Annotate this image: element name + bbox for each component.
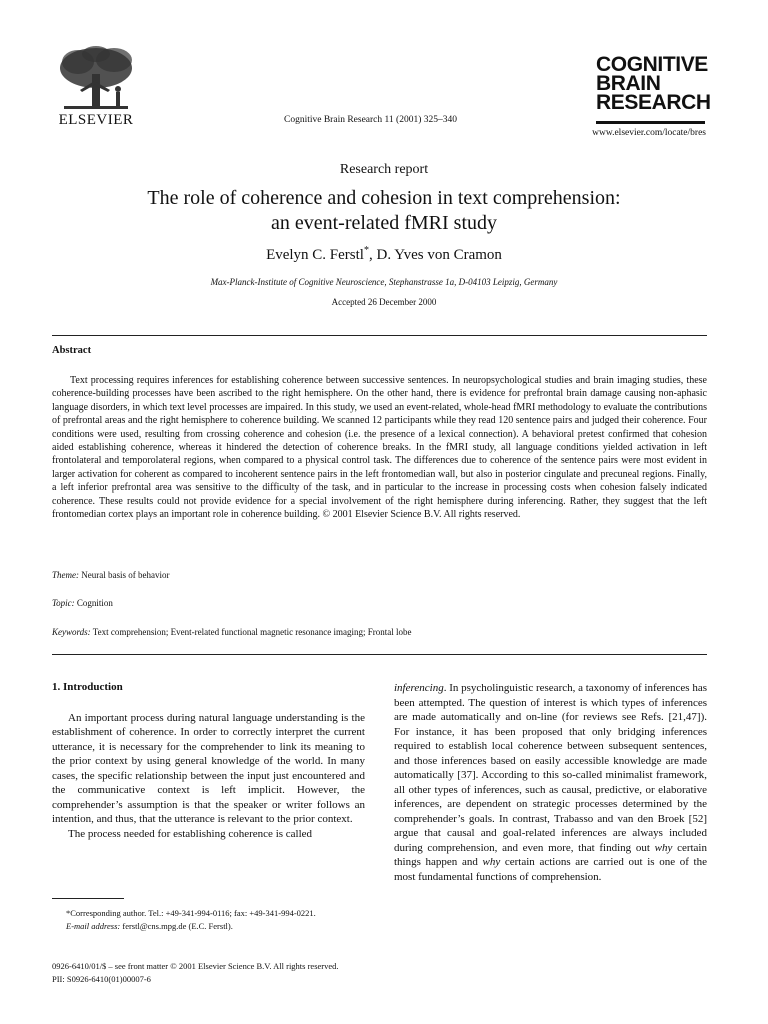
italic-term: why	[482, 856, 501, 868]
email-label: E-mail address:	[66, 921, 121, 931]
theme-line	[52, 570, 169, 580]
journal-title-line: COGNITIVE	[596, 53, 708, 76]
italic-term: why	[654, 841, 673, 854]
topic-value: Cognition	[76, 598, 113, 608]
paragraph: inferencing. In psycholinguistic research, a taxonomy of inferences has been attempted. The question of interest is which types of inferences are made automatically and on-line (for reviews see Refs. [21,47]). For instance, it has been proposed that only bridging inferences required to establish local coherence between subsequent sentences, and those inferences based on easily accessible knowledge are made automatically [37]. According to this so-called minimalist framework, all other types of inferences, such as causal, predictive, or elaborative inferences, are dependent on strategic processes determined by the comprehender’s goals. In contrast, Trabasso and van den Broek [52] argue that causal and goal-related inferences are always included during comprehension, and even more, that finding out why certain things happen and why certain actions are carried out is one of the most fundamental functions of comprehension.	[394, 682, 708, 883]
author-name: D. Yves von Cramon	[376, 247, 502, 263]
footnote	[52, 907, 365, 933]
author-separator: ,	[368, 247, 377, 263]
keywords-value: Text comprehension; Event-related functional magnetic resonance imaging; Frontal lobe	[92, 627, 412, 637]
theme-value: Neural basis of behavior	[81, 570, 170, 580]
journal-url-link[interactable]: www.elsevier.com/locate/bres	[592, 128, 706, 138]
article-title	[0, 186, 768, 236]
copyright-info	[52, 960, 552, 985]
keywords-line	[52, 627, 412, 637]
topic-label: Topic:	[52, 598, 75, 608]
journal-title-underline	[596, 121, 705, 124]
section-heading: 1. Introduction	[52, 681, 123, 693]
italic-term: inferencing	[394, 682, 444, 694]
journal-citation: Cognitive Brain Research 11 (2001) 325–340	[284, 115, 457, 125]
article-title-line: an event-related fMRI study	[270, 212, 498, 234]
journal-title-line: RESEARCH	[596, 91, 711, 114]
corresponding-author-mark[interactable]: *	[363, 245, 369, 256]
elsevier-tree-icon	[50, 44, 142, 116]
keywords-label: Keywords:	[52, 627, 91, 637]
paragraph: An important process during natural language understanding is the establishment of coherence. In order to correctly interpret the current utterance, it is necessary for the comprehender to link its meaning to the prior context by using general knowledge of the world. In many cases, the specific relationship between the input just encountered and the communicative context is left implicit. However, the comprehender’s assumption is that the speaker or writer follows an intention, and thus, that the utterance is relevant to the prior context.	[52, 711, 365, 825]
email-note	[52, 920, 365, 933]
author-name: Evelyn C. Ferstl	[266, 247, 364, 263]
publisher-name: ELSEVIER	[58, 112, 134, 128]
left-column	[52, 680, 365, 841]
right-column	[394, 681, 707, 884]
footnote-divider	[52, 898, 124, 899]
journal-title	[596, 55, 726, 112]
front-matter-line: 0926-6410/01/$ – see front matter © 2001 Elsevier Science B.V. All rights reserved.	[52, 961, 339, 971]
divider	[52, 335, 707, 336]
abstract-text: Text processing requires inferences for establishing coherence between successive sentences. In neuropsychological studies and brain imaging studies, these coherence-building processes have been ascribed to the right hemisphere. On the other hand, there is evidence for prefrontal brain damage causing non-aphasic language disorders, in which text level processes are impaired. In this study, we used an event-related, whole-head fMRI methodology to evaluate the contributions of prefrontal areas and the right hemisphere to coherence building. We scanned 12 participants while they read 120 sentence pairs and judged their coherence. Four conditions were used, resulting from crossing coherence and cohesion (i.e. the presence of a lexical connection). A behavioral pretest confirmed that cohesion aided establishing coherence, whereas it hindered the detection of coherence breaks. In the fMRI study, all language conditions yielded activation in left frontolateral and temporolateral regions, when compared to a physical control task. The differences due to coherence of the sentence pairs were most evident in larger activation for coherent as compared to incoherent sentence pairs in the left frontomedian wall, but also in posterior cingulate and precuneal regions. Finally, a left inferior prefrontal area was sensitive to the difficulty of the task, and in particular to the increase in processing costs when cohesion falsely indicated coherence. These results could not provide evidence for a special involvement of the right hemisphere during inferencing. Rather, they suggest that the left frontomedian cortex plays an important role in coherence building. © 2001 Elsevier Science B.V. All rights reserved.	[52, 375, 707, 521]
accepted-date: Accepted 26 December 2000	[331, 297, 437, 307]
journal-title-line: BRAIN	[596, 72, 661, 95]
divider	[52, 654, 707, 655]
pii-line: PII: S0926-6410(01)00007-6	[52, 973, 151, 984]
email-link[interactable]: ferstl@cns.mpg.de (E.C. Ferstl).	[120, 921, 233, 931]
affiliation: Max-Planck-Institute of Cognitive Neuroscience, Stephanstrasse 1a, D-04103 Leipzig, Germany	[210, 277, 558, 287]
topic-line	[52, 598, 113, 608]
article-title-line: The role of coherence and cohesion in text comprehension:	[147, 187, 621, 209]
corresponding-author-note: *Corresponding author. Tel.: +49-341-994-0116; fax: +49-341-994-0221.	[66, 908, 316, 918]
author-list	[0, 245, 768, 264]
theme-label: Theme:	[52, 570, 79, 580]
paragraph: The process needed for establishing coherence is called	[68, 827, 313, 840]
abstract-heading: Abstract	[52, 345, 92, 356]
article-type: Research report	[339, 162, 429, 177]
